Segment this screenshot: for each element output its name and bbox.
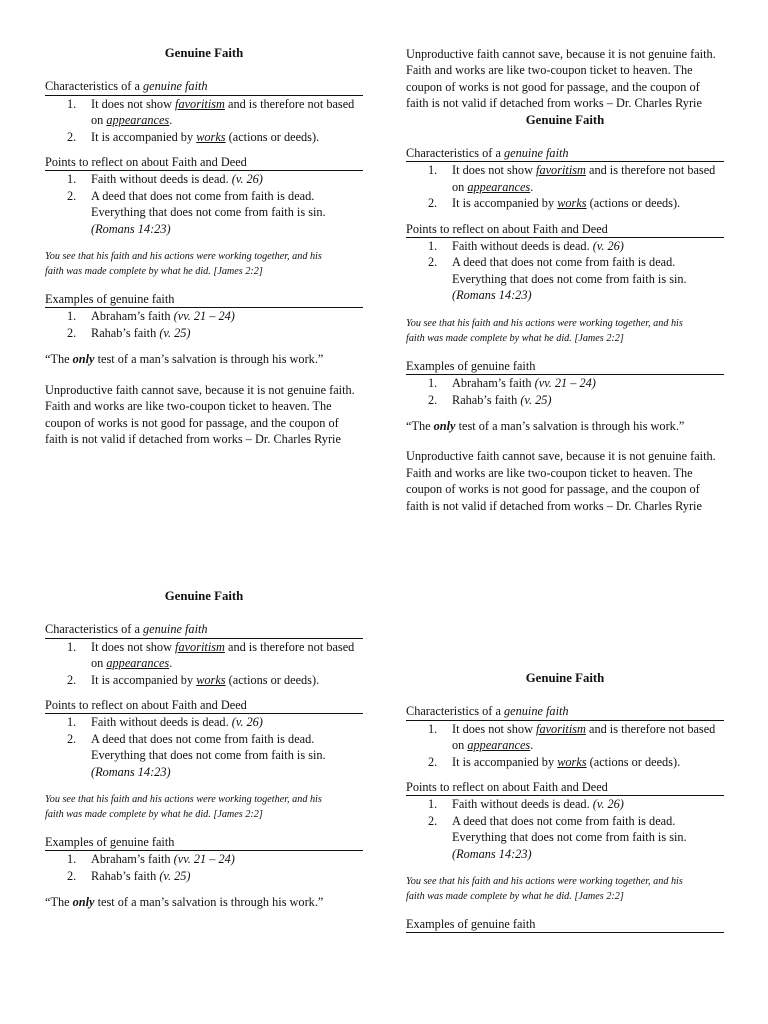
points-list xyxy=(406,238,724,304)
list-item: 1. Faith without deeds is dead. (v. 26) xyxy=(428,239,624,254)
list-item: 2. A deed that does not come from faith is dead. Everything that does not come from faith is sin. (Romans 14:23) xyxy=(428,813,687,861)
flyer-title: Genuine Faith xyxy=(164,46,244,60)
list-item: 1. It does not show favoritism and is therefore not based on appearances. xyxy=(428,721,716,753)
list-item: 1. Faith without deeds is dead. (v. 26) xyxy=(67,172,263,187)
points-heading: Points to reflect on about Faith and Deed xyxy=(45,154,363,171)
james-quote: You see that his faith and his actions were working together, and his faith was made complete by what he did. [James 2:2] xyxy=(406,317,683,344)
ryrie-paragraph: Unproductive faith cannot save, because it is not genuine faith. Faith and works are like two-coupon ticket to heaven. The coupon of works is not good for passage, and the coupon of faith is not valid if detached from works – Dr. Charles Ryrie xyxy=(45,382,355,446)
list-item: 2. Rahab’s faith (v. 25) xyxy=(428,392,552,407)
list-item: 2. Rahab’s faith (v. 25) xyxy=(67,325,191,340)
points-list xyxy=(406,796,724,862)
list-item: 2. A deed that does not come from faith is dead. Everything that does not come from faith is sin. (Romans 14:23) xyxy=(428,255,687,303)
list-item: 2. It is accompanied by works (actions or deeds). xyxy=(67,129,320,144)
flyer-bottom-left xyxy=(45,588,363,925)
characteristics-list xyxy=(45,96,363,145)
ryrie-paragraph: Unproductive faith cannot save, because it is not genuine faith. Faith and works are like two-coupon ticket to heaven. The coupon of works is not good for passage, and the coupon of faith is not valid if detached from works – Dr. Charles Ryrie xyxy=(406,47,716,111)
list-item: 1. Abraham’s faith (vv. 21 – 24) xyxy=(67,852,235,867)
flyer-title: Genuine Faith xyxy=(164,589,244,603)
characteristics-list xyxy=(45,639,363,688)
characteristics-heading: Characteristics of a genuine faith xyxy=(45,78,363,95)
only-test-quote: “The only test of a man’s salvation is through his work.” xyxy=(45,352,324,367)
characteristics-list xyxy=(406,721,724,770)
characteristics-heading: Characteristics of a genuine faith xyxy=(406,703,724,720)
examples-heading: Examples of genuine faith xyxy=(45,834,363,851)
examples-list xyxy=(45,308,363,341)
only-test-quote: “The only test of a man’s salvation is through his work.” xyxy=(406,418,685,433)
examples-list xyxy=(45,851,363,884)
list-item: 2. A deed that does not come from faith is dead. Everything that does not come from faith is sin. (Romans 14:23) xyxy=(67,731,326,779)
characteristics-heading: Characteristics of a genuine faith xyxy=(45,621,363,638)
james-quote: You see that his faith and his actions were working together, and his faith was made complete by what he did. [James 2:2] xyxy=(45,251,322,278)
ryrie-paragraph: Unproductive faith cannot save, because it is not genuine faith. Faith and works are like two-coupon ticket to heaven. The coupon of works is not good for passage, and the coupon of faith is not valid if detached from works – Dr. Charles Ryrie xyxy=(406,449,716,513)
only-test-quote: “The only test of a man’s salvation is through his work.” xyxy=(45,895,324,910)
list-item: 1. It does not show favoritism and is therefore not based on appearances. xyxy=(428,163,716,194)
flyer-top-right xyxy=(406,46,724,514)
list-item: 2. Rahab’s faith (v. 25) xyxy=(67,868,191,883)
list-item: 2. It is accompanied by works (actions or deeds). xyxy=(428,196,681,211)
list-item: 1. It does not show favoritism and is therefore not based on appearances. xyxy=(67,639,355,671)
characteristics-list xyxy=(406,162,724,211)
flyer-title: Genuine Faith xyxy=(525,671,605,685)
list-item: 1. Abraham’s faith (vv. 21 – 24) xyxy=(428,376,596,391)
list-item: 1. Faith without deeds is dead. (v. 26) xyxy=(428,797,624,812)
points-list xyxy=(45,714,363,780)
list-item: 1. Abraham’s faith (vv. 21 – 24) xyxy=(67,309,235,324)
flyer-title: Genuine Faith xyxy=(525,112,605,127)
points-list xyxy=(45,171,363,237)
list-item: 1. Faith without deeds is dead. (v. 26) xyxy=(67,715,263,730)
examples-heading: Examples of genuine faith xyxy=(45,291,363,308)
characteristics-heading: Characteristics of a genuine faith xyxy=(406,145,724,162)
examples-heading: Examples of genuine faith xyxy=(406,358,724,375)
james-quote: You see that his faith and his actions were working together, and his faith was made complete by what he did. [James 2:2] xyxy=(45,794,322,821)
list-item: 2. It is accompanied by works (actions or deeds). xyxy=(67,672,320,687)
points-heading: Points to reflect on about Faith and Deed xyxy=(406,779,724,796)
list-item: 1. It does not show favoritism and is therefore not based on appearances. xyxy=(67,96,355,128)
examples-heading: Examples of genuine faith xyxy=(406,916,724,933)
list-item: 2. It is accompanied by works (actions or deeds). xyxy=(428,754,681,769)
flyer-bottom-right xyxy=(406,670,724,933)
james-quote: You see that his faith and his actions were working together, and his faith was made complete by what he did. [James 2:2] xyxy=(406,876,683,903)
examples-list xyxy=(406,375,724,408)
flyer-top-left xyxy=(45,45,363,447)
points-heading: Points to reflect on about Faith and Deed xyxy=(45,697,363,714)
points-heading: Points to reflect on about Faith and Deed xyxy=(406,221,724,238)
list-item: 2. A deed that does not come from faith is dead. Everything that does not come from faith is sin. (Romans 14:23) xyxy=(67,188,326,236)
